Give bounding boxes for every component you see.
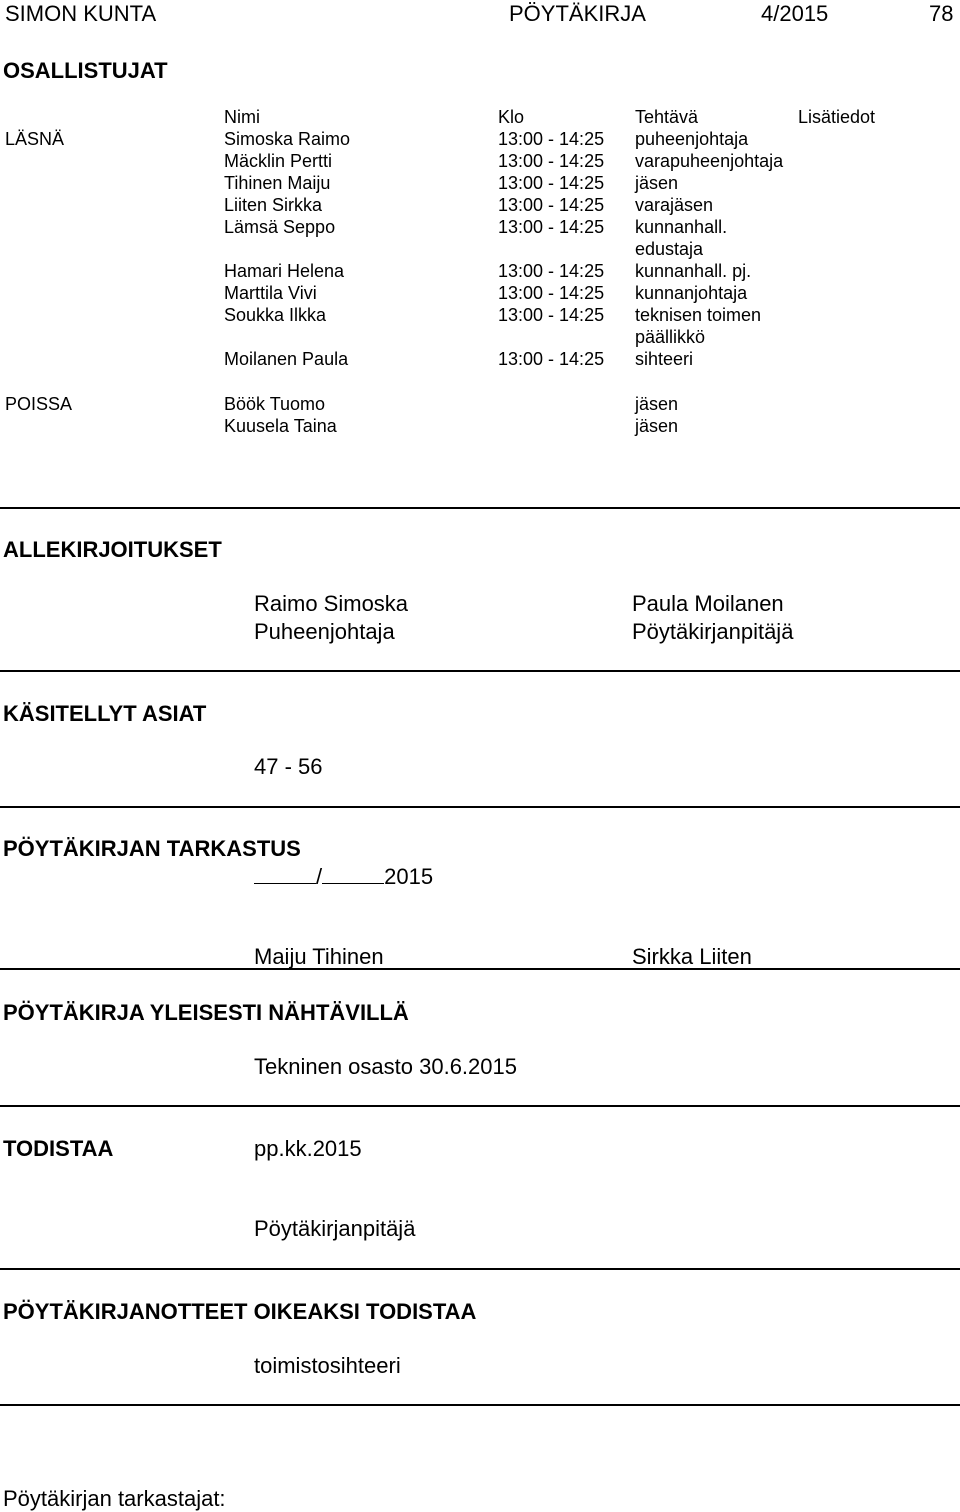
day-blank [254, 863, 316, 884]
reviewer-name: Sirkka Liiten [632, 944, 752, 969]
attendee-role-continued: päällikkö [635, 327, 706, 347]
attendee-name: Mäcklin Pertti [224, 151, 333, 171]
doc-number: 4/2015 [761, 1, 829, 26]
doc-type: PÖYTÄKIRJA [509, 1, 646, 26]
review-date [254, 863, 433, 890]
chair-title: Puheenjohtaja [254, 619, 395, 644]
absentee-role: jäsen [635, 416, 679, 436]
col-header-time: Klo [498, 107, 525, 127]
month-blank [322, 863, 384, 884]
attendee-name: Hamari Helena [224, 261, 345, 281]
col-header-name: Nimi [224, 107, 260, 127]
attendee-name: Tihinen Maiju [224, 173, 331, 193]
review-year: 2015 [384, 864, 434, 889]
attendee-name: Liiten Sirkka [224, 195, 323, 215]
certify-signer: Pöytäkirjanpitäjä [254, 1216, 416, 1241]
attendee-role: teknisen toimen [635, 305, 762, 325]
certify-title: TODISTAA [3, 1136, 114, 1161]
signatures-title: ALLEKIRJOITUKSET [3, 537, 222, 562]
attendee-role-continued: edustaja [635, 239, 704, 259]
attendee-role: kunnanhall. pj. [635, 261, 752, 281]
attendees-title: OSALLISTUJAT [3, 58, 168, 83]
section-divider [0, 1404, 960, 1406]
page-number: 78 [929, 1, 954, 26]
attendee-name: Soukka Ilkka [224, 305, 327, 325]
attendee-role: kunnanjohtaja [635, 283, 748, 303]
col-header-notes: Lisätiedot [798, 107, 876, 127]
section-divider [0, 670, 960, 672]
certify-date: pp.kk.2015 [254, 1136, 362, 1161]
attendee-time: 13:00 - 14:25 [498, 217, 605, 237]
attendee-time: 13:00 - 14:25 [498, 305, 605, 325]
col-header-role: Tehtävä [635, 107, 699, 127]
attendee-role: varajäsen [635, 195, 714, 215]
attendee-time: 13:00 - 14:25 [498, 129, 605, 149]
attendee-name: Moilanen Paula [224, 349, 349, 369]
section-divider [0, 1105, 960, 1107]
attendee-role: jäsen [635, 173, 679, 193]
chair-name: Raimo Simoska [254, 591, 409, 616]
attendee-role: kunnanhall. [635, 217, 728, 237]
attendee-name: Marttila Vivi [224, 283, 317, 303]
section-divider [0, 1268, 960, 1270]
section-divider [0, 806, 960, 808]
absent-label: POISSA [5, 394, 73, 414]
attendee-time: 13:00 - 14:25 [498, 283, 605, 303]
extracts-title: PÖYTÄKIRJANOTTEET OIKEAKSI TODISTAA [3, 1299, 477, 1324]
absentee-name: Kuusela Taina [224, 416, 337, 436]
attendee-time: 13:00 - 14:25 [498, 151, 605, 171]
attendee-role: varapuheenjohtaja [635, 151, 784, 171]
secretary-title: Pöytäkirjanpitäjä [632, 619, 794, 644]
reviewer-name: Maiju Tihinen [254, 944, 384, 969]
absentee-name: Böök Tuomo [224, 394, 326, 414]
org-name: SIMON KUNTA [5, 1, 157, 26]
attendee-time: 13:00 - 14:25 [498, 195, 605, 215]
present-label: LÄSNÄ [5, 129, 65, 149]
attendee-name: Lämsä Seppo [224, 217, 336, 237]
signature-line [0, 507, 960, 509]
items-range: 47 - 56 [254, 754, 323, 779]
absentee-role: jäsen [635, 394, 679, 414]
footer-text: Pöytäkirjan tarkastajat: [3, 1486, 226, 1511]
attendee-role: puheenjohtaja [635, 129, 749, 149]
attendee-name: Simoska Raimo [224, 129, 351, 149]
attendee-time: 13:00 - 14:25 [498, 173, 605, 193]
attendee-time: 13:00 - 14:25 [498, 349, 605, 369]
attendee-role: sihteeri [635, 349, 694, 369]
public-text: Tekninen osasto 30.6.2015 [254, 1054, 517, 1079]
secretary-name: Paula Moilanen [632, 591, 784, 616]
section-divider [0, 968, 960, 970]
public-title: PÖYTÄKIRJA YLEISESTI NÄHTÄVILLÄ [3, 1000, 409, 1025]
attendee-time: 13:00 - 14:25 [498, 261, 605, 281]
review-title: PÖYTÄKIRJAN TARKASTUS [3, 836, 301, 861]
extracts-signer: toimistosihteeri [254, 1353, 401, 1378]
date-separator: / [316, 864, 323, 889]
items-title: KÄSITELLYT ASIAT [3, 701, 207, 726]
